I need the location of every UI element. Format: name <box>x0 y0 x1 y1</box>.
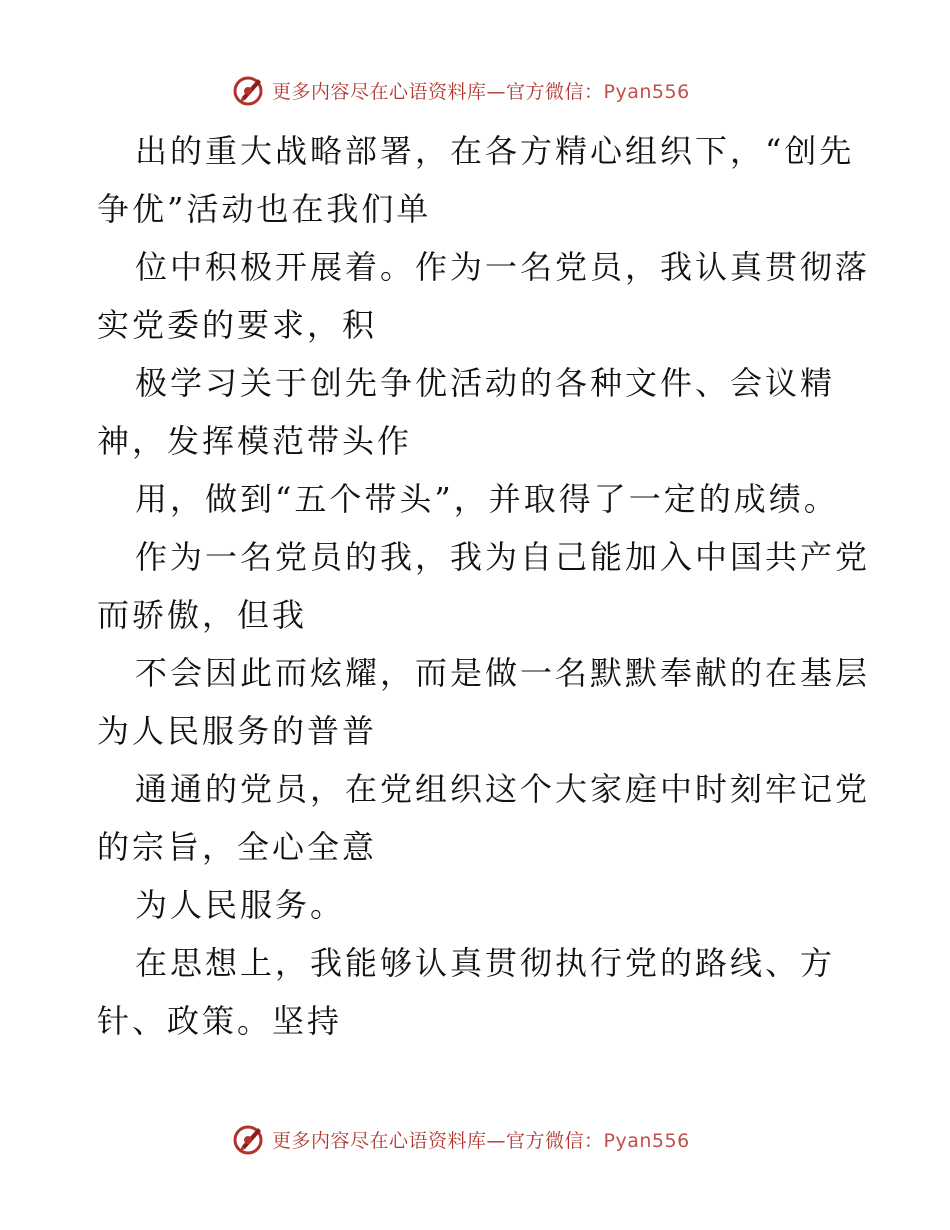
header-banner <box>232 72 690 108</box>
text-line: 为人民服务。 <box>135 886 346 924</box>
text-line: 争优”活动也在我们单 <box>97 190 432 228</box>
text-line: 通通的党员，在党组织这个大家庭中时刻牢记党 <box>135 770 871 808</box>
banner-text: 更多内容尽在心语资料库—官方微信：Pyan556 <box>272 1129 690 1152</box>
text-line: 而骄傲，但我 <box>97 596 308 634</box>
banner-text: 更多内容尽在心语资料库—官方微信：Pyan556 <box>272 80 690 103</box>
text-line: 神，发挥模范带头作 <box>97 422 413 460</box>
quill-logo-icon <box>232 73 266 107</box>
text-line: 出的重大战略部署，在各方精心组织下，“创先 <box>135 132 855 170</box>
text-line: 在思想上，我能够认真贯彻执行党的路线、方 <box>135 944 836 982</box>
text-line: 的宗旨，全心全意 <box>97 828 378 866</box>
text-line: 实党委的要求，积 <box>97 306 378 344</box>
text-line: 作为一名党员的我，我为自己能加入中国共产党 <box>135 538 871 576</box>
text-line: 极学习关于创先争优活动的各种文件、会议精 <box>135 364 836 402</box>
text-line: 针、政策。坚持 <box>97 1002 343 1040</box>
wechat-id: Pyan556 <box>603 80 690 103</box>
text-line: 不会因此而炫耀，而是做一名默默奉献的在基层 <box>135 654 871 692</box>
text-line: 用，做到“五个带头”，并取得了一定的成绩。 <box>135 480 839 518</box>
wechat-id: Pyan556 <box>603 1129 690 1152</box>
text-line: 位中积极开展着。作为一名党员，我认真贯彻落 <box>135 248 871 286</box>
document-body <box>97 122 871 1050</box>
text-line: 为人民服务的普普 <box>97 712 378 750</box>
footer-banner <box>232 1121 690 1157</box>
quill-logo-icon <box>232 1122 266 1156</box>
